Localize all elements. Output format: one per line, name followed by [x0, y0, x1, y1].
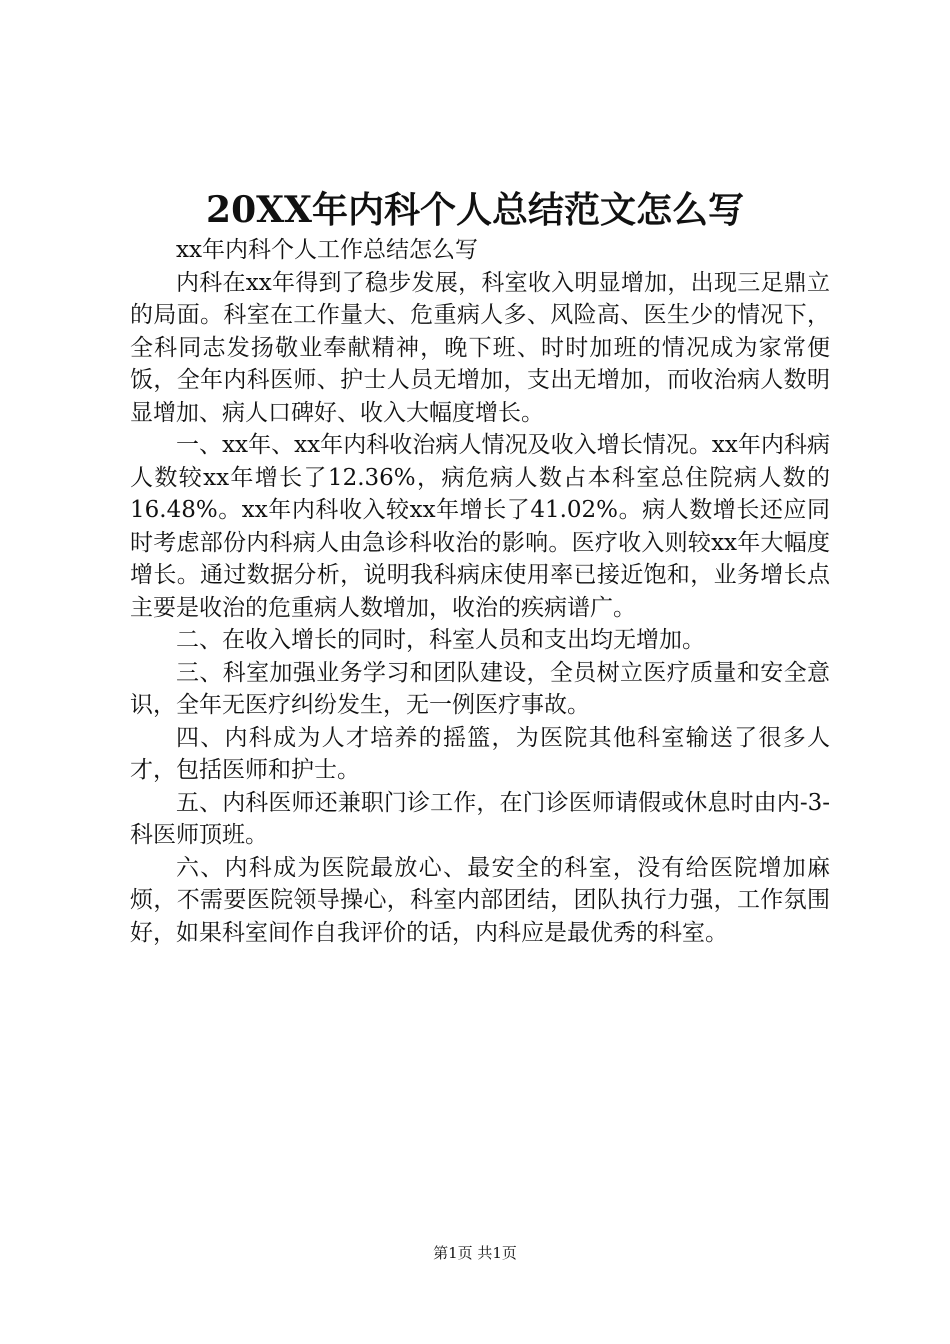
- paragraph: 一、xx年、xx年内科收治病人情况及收入增长情况。xx年内科病人数较xx年增长了12.36%，病危病人数占本科室总住院病人数的16.48%。xx年内科收入较xx年增长了41.02%。病人数增长还应同时考虑部份内科病人由急诊科收治的影响。医疗收入则较xx年大幅度增长。通过数据分析，说明我科病床使用率已接近饱和，业务增长点主要是收治的危重病人数增加，收治的疾病谱广。: [130, 432, 830, 621]
- paragraph: 三、科室加强业务学习和团队建设，全员树立医疗质量和安全意识，全年无医疗纠纷发生，无一例医疗事故。: [130, 659, 830, 718]
- paragraph: 四、内科成为人才培养的摇篮，为医院其他科室输送了很多人才，包括医师和护士。: [130, 724, 830, 783]
- paragraph: 五、内科医师还兼职门诊工作，在门诊医师请假或休息时由内-3-科医师顶班。: [130, 789, 830, 848]
- document-body: [130, 234, 830, 949]
- paragraph: 六、内科成为医院最放心、最安全的科室，没有给医院增加麻烦，不需要医院领导操心，科室内部团结，团队执行力强，工作氛围好，如果科室间作自我评价的话，内科应是最优秀的科室。: [130, 854, 830, 946]
- paragraph: 内科在xx年得到了稳步发展，科室收入明显增加，出现三足鼎立的局面。科室在工作量大、危重病人多、风险高、医生少的情况下，全科同志发扬敬业奉献精神，晚下班、时时加班的情况成为家常便饭，全年内科医师、护士人员无增加，支出无增加，而收治病人数明显增加、病人口碑好、收入大幅度增长。: [130, 269, 830, 426]
- document-title: 20XX年内科个人总结范文怎么写: [206, 189, 744, 231]
- paragraph: 二、在收入增长的同时，科室人员和支出均无增加。: [176, 627, 705, 653]
- page-footer: 第1页 共1页: [433, 1244, 517, 1262]
- paragraph-subtitle: xx年内科个人工作总结怎么写: [176, 237, 478, 263]
